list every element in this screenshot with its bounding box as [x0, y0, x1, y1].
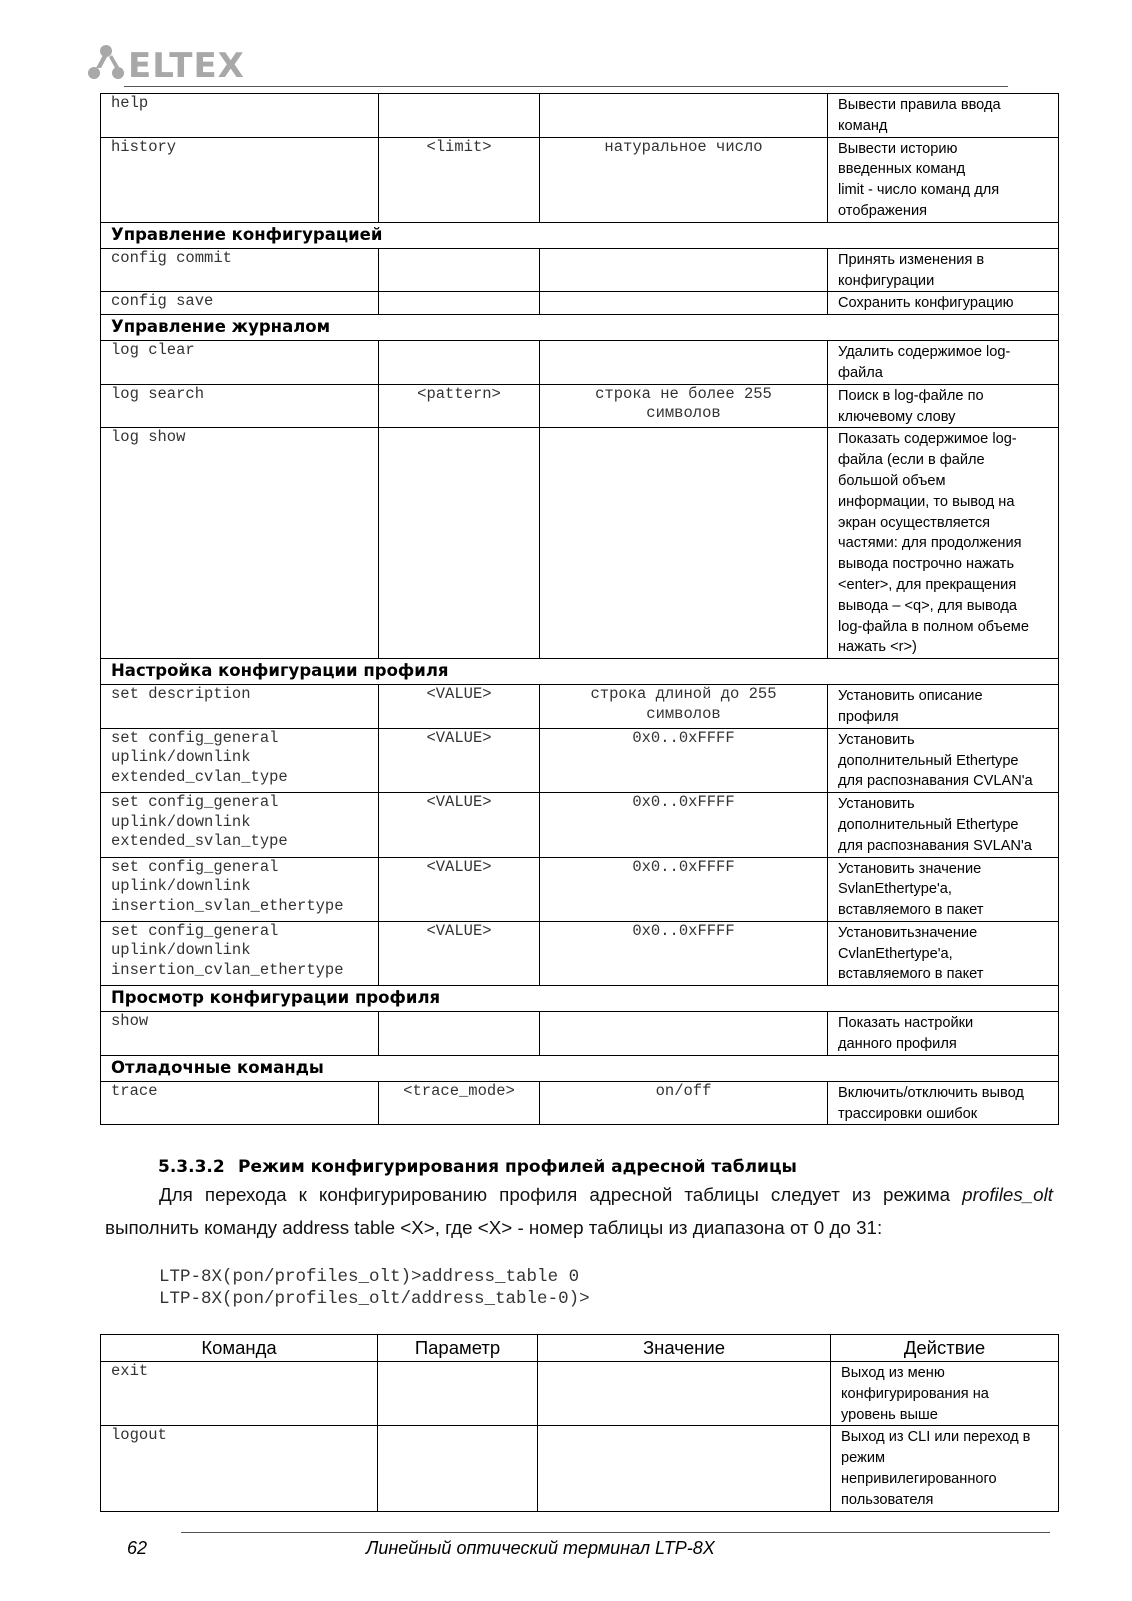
- action-line: Сохранить конфигурацию: [838, 295, 1014, 312]
- header-rule: [124, 86, 1008, 87]
- value-cell: [540, 248, 828, 292]
- action-cell: [828, 728, 1059, 792]
- table-row: [101, 857, 1059, 921]
- action-cell: [828, 341, 1059, 385]
- value-cell: [540, 1012, 828, 1056]
- section-title: Настройка конфигурации профиля: [101, 659, 1059, 685]
- table-header-row: [101, 1335, 1059, 1362]
- table-row: [101, 94, 1059, 138]
- param-cell: <limit>: [379, 137, 540, 222]
- para-line1-text: Для перехода к конфигурированию профиля адресной таблицы следует из режима: [159, 1184, 963, 1205]
- action-line: уровень выше: [841, 1406, 938, 1423]
- command-cell: log search: [101, 384, 379, 428]
- action-cell: [828, 685, 1059, 729]
- action-line: Установить: [838, 731, 915, 748]
- action-line: log-файла в полном объеме: [838, 618, 1029, 635]
- command-cell: exit: [101, 1362, 378, 1426]
- param-cell: <pattern>: [379, 384, 540, 428]
- action-cell: [828, 428, 1059, 659]
- code-line-2: LTP-8X(pon/profiles_olt/address_table-0)>: [159, 1289, 590, 1309]
- table-row: [101, 1362, 1059, 1426]
- action-cell: [828, 137, 1059, 222]
- action-cell: [828, 793, 1059, 857]
- table-row: [101, 793, 1059, 857]
- command-cell: set config_general uplink/downlink extended_cvlan_type: [101, 728, 379, 792]
- action-line: профиля: [838, 708, 899, 725]
- action-line: Вывести историю: [838, 140, 958, 157]
- action-cell: [828, 94, 1059, 138]
- footer-rule: [181, 1532, 1050, 1533]
- section-row: [101, 315, 1059, 341]
- action-line: ключевому слову: [838, 408, 956, 425]
- header-param: Параметр: [378, 1335, 538, 1362]
- command-cell: trace: [101, 1081, 379, 1125]
- action-line: введенных команд: [838, 161, 966, 178]
- value-cell: 0x0..0xFFFF: [540, 728, 828, 792]
- value-cell: [540, 94, 828, 138]
- subsection-title: Режим конфигурирования профилей адресной таблицы: [238, 1157, 797, 1177]
- action-line: Выход из меню: [841, 1365, 945, 1381]
- action-line: CvlanEthertype'а,: [838, 945, 953, 962]
- command-cell: set config_general uplink/downlink insertion_cvlan_ethertype: [101, 921, 379, 985]
- command-cell: log show: [101, 428, 379, 659]
- code-example: [159, 1266, 590, 1310]
- param-cell: <VALUE>: [379, 857, 540, 921]
- param-cell: [379, 1012, 540, 1056]
- header-value: Значение: [538, 1335, 831, 1362]
- action-line: непривилегированного: [841, 1470, 997, 1487]
- action-line: конфигурирования на: [841, 1385, 989, 1402]
- para-line2: выполнить команду address table <X>, где <X> - номер таблицы из диапазона от 0 до 31:: [105, 1217, 883, 1238]
- table-row: [101, 1012, 1059, 1056]
- param-cell: [378, 1426, 538, 1511]
- action-line: отображения: [838, 202, 928, 219]
- subsection-heading: [158, 1157, 797, 1177]
- value-cell: 0x0..0xFFFF: [540, 921, 828, 985]
- action-cell: [828, 1012, 1059, 1056]
- action-line: нажать <r>): [838, 639, 917, 656]
- param-cell: [379, 94, 540, 138]
- action-line: Установить: [838, 796, 915, 813]
- action-line: частями: для продолжения: [838, 535, 1022, 552]
- value-cell: строка не более 255 символов: [540, 384, 828, 428]
- command-cell: config commit: [101, 248, 379, 292]
- action-line: трассировки ошибок: [838, 1105, 978, 1122]
- action-cell: [831, 1426, 1059, 1511]
- subsection-number: 5.3.3.2: [158, 1157, 225, 1177]
- param-cell: [379, 292, 540, 315]
- para-line1-italic: profiles_olt: [962, 1184, 1053, 1205]
- section-title: Отладочные команды: [101, 1055, 1059, 1081]
- action-line: экран осуществляется: [838, 514, 991, 531]
- action-line: <enter>, для прекращения: [838, 576, 1017, 593]
- table-row: [101, 685, 1059, 729]
- action-cell: [828, 1081, 1059, 1125]
- action-line: Показать содержимое log-: [838, 431, 1017, 448]
- action-line: файла (если в файле: [838, 452, 985, 469]
- action-line: дополнительный Ethertype: [838, 752, 1019, 769]
- param-cell: [378, 1362, 538, 1426]
- section-row: [101, 986, 1059, 1012]
- section-row: [101, 1055, 1059, 1081]
- action-line: Установитьзначение: [838, 924, 978, 941]
- action-line: limit - число команд для: [838, 182, 1000, 199]
- section-row: [101, 659, 1059, 685]
- command-cell: history: [101, 137, 379, 222]
- value-cell: 0x0..0xFFFF: [540, 793, 828, 857]
- table-row: [101, 384, 1059, 428]
- table-row: [101, 137, 1059, 222]
- action-line: Вывести правила ввода: [838, 97, 1001, 113]
- action-line: данного профиля: [838, 1036, 957, 1053]
- action-line: вставляемого в пакет: [838, 966, 984, 983]
- param-cell: <VALUE>: [379, 921, 540, 985]
- param-cell: <VALUE>: [379, 793, 540, 857]
- page-number: 62: [127, 1538, 148, 1558]
- command-table-address: [100, 1334, 1059, 1512]
- value-cell: натуральное число: [540, 137, 828, 222]
- value-cell: строка длиной до 255 символов: [540, 685, 828, 729]
- command-cell: set config_general uplink/downlink insertion_svlan_ethertype: [101, 857, 379, 921]
- table-row: [101, 428, 1059, 659]
- table-row: [101, 728, 1059, 792]
- action-line: вывода – <q>, для вывода: [838, 597, 1018, 614]
- command-cell: show: [101, 1012, 379, 1056]
- action-line: Показать настройки: [838, 1015, 974, 1032]
- param-cell: [379, 341, 540, 385]
- command-cell: help: [101, 94, 379, 138]
- command-cell: set config_general uplink/downlink extended_svlan_type: [101, 793, 379, 857]
- action-cell: [828, 292, 1059, 315]
- action-cell: [828, 857, 1059, 921]
- action-cell: [828, 384, 1059, 428]
- param-cell: <trace_mode>: [379, 1081, 540, 1125]
- value-cell: 0x0..0xFFFF: [540, 857, 828, 921]
- table-row: [101, 1426, 1059, 1511]
- table-row: [101, 1081, 1059, 1125]
- command-cell: logout: [101, 1426, 378, 1511]
- logo-text: ELTEX: [128, 46, 245, 86]
- table-row: [101, 921, 1059, 985]
- intro-paragraph: [105, 1178, 1053, 1244]
- code-line-1: LTP-8X(pon/profiles_olt)>address_table 0: [159, 1267, 580, 1287]
- action-cell: [831, 1362, 1059, 1426]
- table-row: [101, 248, 1059, 292]
- action-line: команд: [838, 117, 888, 134]
- table-row: [101, 341, 1059, 385]
- action-line: дополнительный Ethertype: [838, 816, 1019, 833]
- action-line: Установить описание: [838, 688, 983, 705]
- param-cell: [379, 248, 540, 292]
- action-line: большой объем: [838, 472, 946, 489]
- value-cell: [540, 341, 828, 385]
- command-cell: set description: [101, 685, 379, 729]
- table-row: [101, 292, 1059, 315]
- header-action: Действие: [831, 1335, 1059, 1362]
- command-cell: log clear: [101, 341, 379, 385]
- action-line: пользователя: [841, 1491, 934, 1508]
- value-cell: [538, 1426, 831, 1511]
- value-cell: [538, 1362, 831, 1426]
- header-command: Команда: [101, 1335, 378, 1362]
- section-title: Управление журналом: [101, 315, 1059, 341]
- action-line: Установить значение: [838, 860, 982, 877]
- section-row: [101, 222, 1059, 248]
- action-line: Принять изменения в: [838, 251, 985, 268]
- action-line: для распознавания SVLAN'а: [838, 837, 1032, 854]
- action-line: Выход из CLI или переход в: [841, 1429, 1031, 1446]
- action-line: конфигурации: [838, 272, 935, 289]
- value-cell: on/off: [540, 1081, 828, 1125]
- action-cell: [828, 248, 1059, 292]
- action-line: вставляемого в пакет: [838, 902, 984, 919]
- action-line: Поиск в log-файле по: [838, 387, 984, 404]
- action-cell: [828, 921, 1059, 985]
- action-line: файла: [838, 364, 883, 381]
- eltex-logo: [86, 40, 286, 86]
- action-line: для распознавания CVLAN'а: [838, 773, 1033, 790]
- section-title: Управление конфигурацией: [101, 222, 1059, 248]
- param-cell: <VALUE>: [379, 728, 540, 792]
- section-title: Просмотр конфигурации профиля: [101, 986, 1059, 1012]
- command-cell: config save: [101, 292, 379, 315]
- action-line: режим: [841, 1450, 886, 1467]
- action-line: Удалить содержимое log-: [838, 344, 1011, 361]
- action-line: Включить/отключить вывод: [838, 1084, 1024, 1101]
- value-cell: [540, 292, 828, 315]
- action-line: информации, то вывод на: [838, 493, 1015, 510]
- value-cell: [540, 428, 828, 659]
- footer-doc-title: Линейный оптический терминал LTP-8X: [366, 1538, 715, 1558]
- param-cell: <VALUE>: [379, 685, 540, 729]
- command-table-profile: [100, 93, 1059, 1125]
- action-line: SvlanEthertype'а,: [838, 881, 952, 898]
- param-cell: [379, 428, 540, 659]
- action-line: вывода построчно нажать: [838, 556, 1015, 573]
